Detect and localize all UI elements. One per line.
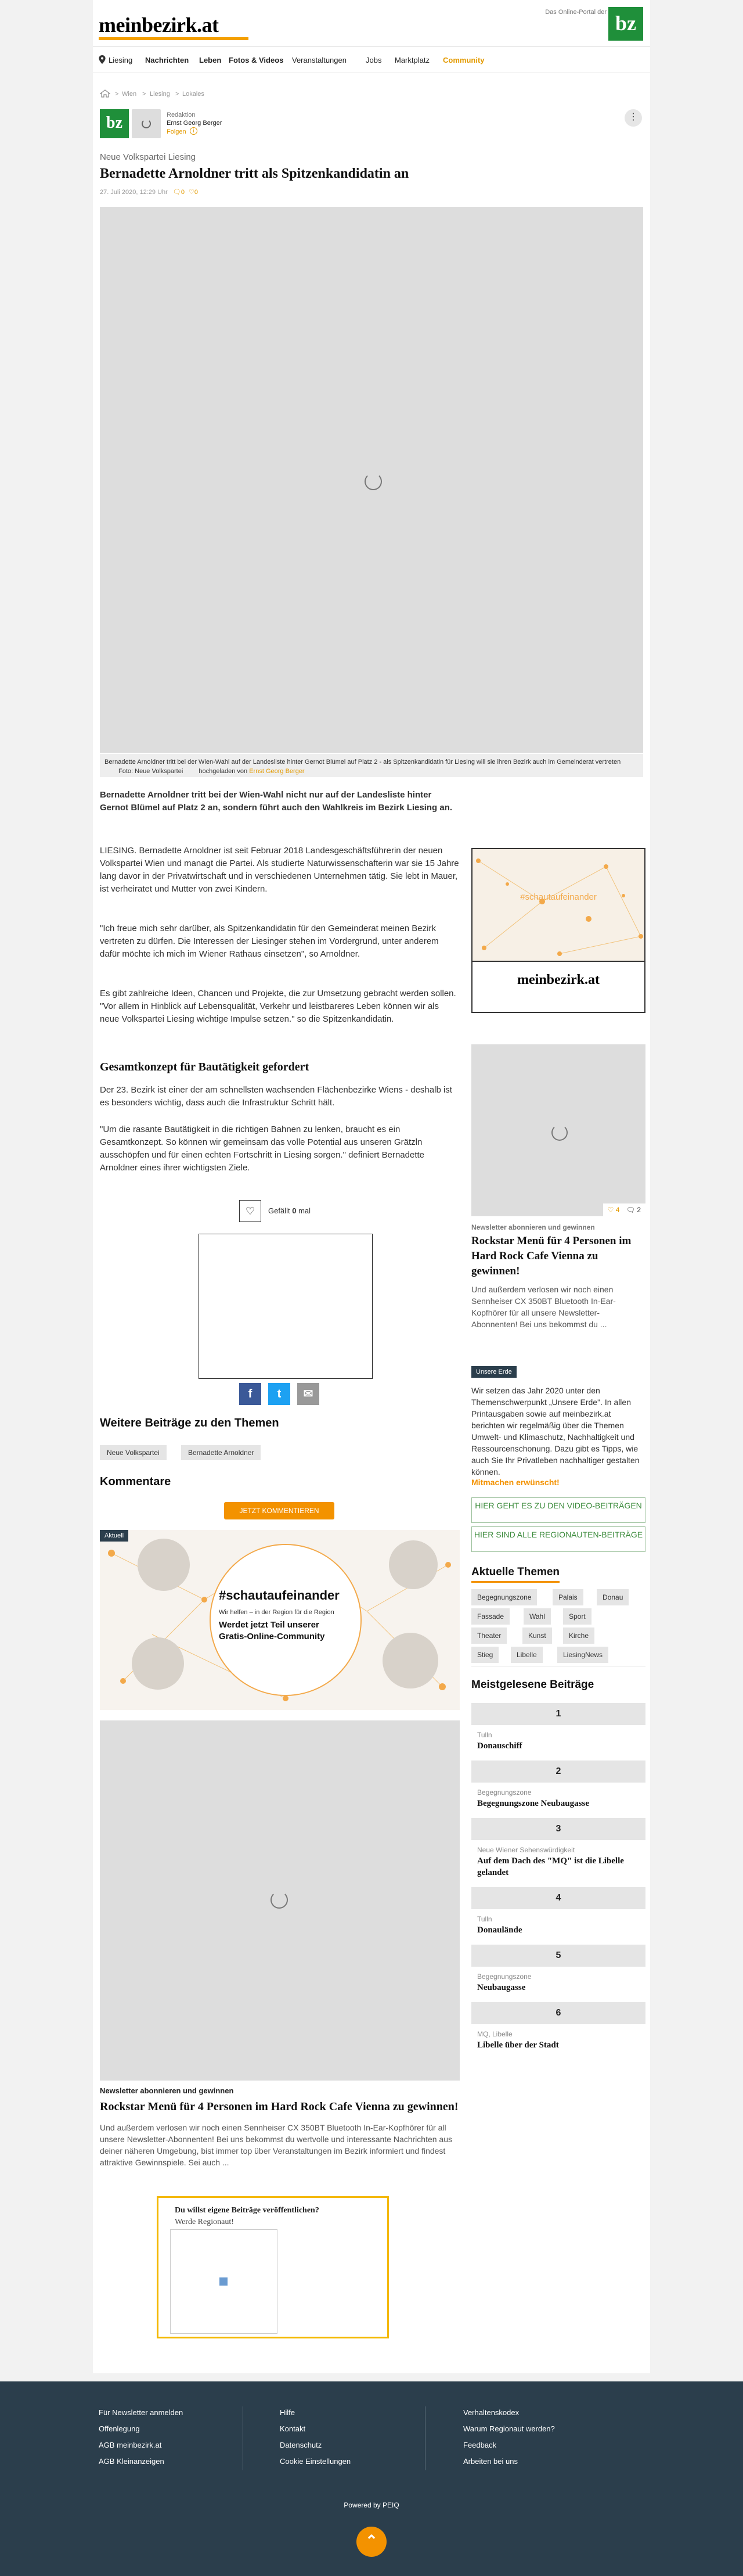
breadcrumb-liesing[interactable]: Liesing xyxy=(150,91,170,98)
footer-link[interactable]: Datenschutz xyxy=(280,2441,322,2449)
most-read-title[interactable]: Donauschiff xyxy=(477,1741,522,1751)
uploaded-label: hochgeladen von xyxy=(199,768,248,775)
logo-underline xyxy=(99,37,248,40)
article-paragraph: Es gibt zahlreiche Ideen, Chancen und Projekte, die zur Umsetzung gebracht werden sollen. "Vor allem in Hinblick auf Lebensqualität, Verkehr und leistbareres Leben können wir als neue Volkspartei Liesing wichtige Impulse setzen." so die Spitzenkandidatin. xyxy=(100,989,456,1024)
sidebar-newsletter[interactable] xyxy=(471,1223,645,1330)
like-count[interactable]: 0 xyxy=(194,189,199,196)
sidebar-nl-title[interactable]: Rockstar Menü für 4 Personen im Hard Rock Cafe Vienna zu gewinnen! xyxy=(471,1235,632,1277)
facebook-share-icon[interactable]: f xyxy=(239,1383,261,1405)
topic-pill[interactable]: Kunst xyxy=(522,1627,552,1644)
most-read-kicker: Begegnungszone xyxy=(477,1788,532,1797)
regionaut-image xyxy=(170,2229,277,2334)
sidebar-ad[interactable] xyxy=(471,848,645,1013)
footer-link[interactable]: Arbeiten bei uns xyxy=(463,2457,518,2466)
most-read-kicker: Tulln xyxy=(477,1915,492,1923)
comment-now-button[interactable]: JETZT KOMMENTIEREN xyxy=(224,1502,334,1519)
topic-pill[interactable]: Fassade xyxy=(471,1608,510,1625)
footer-link[interactable]: Offenlegung xyxy=(99,2424,140,2433)
nav-item-community[interactable]: Community xyxy=(443,56,485,64)
banner-line3: Gratis-Online-Community xyxy=(219,1632,325,1641)
article-subheading: Gesamtkonzept für Bautätigkeit gefordert xyxy=(100,1061,309,1073)
rank-number: 6 xyxy=(471,2002,645,2024)
heart-icon: ♡ xyxy=(607,1206,614,1214)
comment-count-icon[interactable]: 🗨 xyxy=(172,189,181,196)
article-title: Bernadette Arnoldner tritt als Spitzenkandidatin an xyxy=(100,166,409,181)
footer-link[interactable]: Verhaltenskodex xyxy=(463,2408,520,2417)
publisher-avatar[interactable]: bz xyxy=(100,109,129,138)
header-tagline: Das Online-Portal der xyxy=(545,9,607,16)
most-read-title[interactable]: Begegnungszone Neubaugasse xyxy=(477,1799,589,1808)
rank-number: 4 xyxy=(471,1887,645,1909)
rank-number: 3 xyxy=(471,1818,645,1840)
footer-link[interactable]: Hilfe xyxy=(280,2408,295,2417)
loading-spinner-icon xyxy=(551,1124,568,1141)
most-read-title[interactable]: Donaulände xyxy=(477,1925,522,1935)
ad-logo: meinbezirk.at xyxy=(517,972,600,987)
article-paragraph: LIESING. Bernadette Arnoldner ist seit Februar 2018 Landesgeschäftsführerin der neuen Volkspartei Wien und managt die Partei. Als studierte Naturwissenschafterin war sie 15 Jahre lang davor in der Privatwirtschaft und in verschiedenen Unternehmen tätig. Sie lebt in Mauer, ist verheiratet und Mutter von zwei Kindern. xyxy=(100,846,459,894)
video-posts-button[interactable]: HIER GEHT ES ZU DEN VIDEO-BEITRÄGEN xyxy=(471,1497,645,1523)
author-avatar[interactable] xyxy=(132,109,161,138)
topic-tag[interactable]: Bernadette Arnoldner xyxy=(181,1445,261,1460)
teaser-likes: 4 xyxy=(615,1206,620,1214)
loading-spinner-icon xyxy=(142,119,151,128)
sidebar-teaser-image[interactable] xyxy=(471,1044,645,1216)
like-text xyxy=(268,1206,311,1215)
sidebar-nl-kicker: Newsletter abonnieren und gewinnen xyxy=(471,1223,595,1231)
uploader-link[interactable]: Ernst Georg Berger xyxy=(249,768,305,775)
hero-image[interactable] xyxy=(100,207,643,753)
broken-image-icon xyxy=(219,2277,228,2286)
banner-line1: Wir helfen – in der Region für die Region xyxy=(219,1609,334,1616)
sidebar-nl-text: Und außerdem verlosen wir noch einen Sennheiser CX 350BT Bluetooth In-Ear-Kopfhörer für all unsere Newsletter-Abonnenten! Bei uns bekommst du ... xyxy=(471,1285,616,1329)
most-read-heading: Meistgelesene Beiträge xyxy=(471,1679,594,1691)
nav-item-nachrichten[interactable]: Nachrichten xyxy=(145,56,189,64)
topic-pill[interactable]: Wahl xyxy=(524,1608,551,1625)
heart-icon: ♡ xyxy=(245,1205,255,1217)
banner-line2: Werdet jetzt Teil unserer xyxy=(219,1620,319,1630)
topic-pill[interactable]: LiesingNews xyxy=(557,1647,608,1663)
bz-logo[interactable]: bz xyxy=(608,7,643,41)
regionaut-box[interactable] xyxy=(157,2196,389,2338)
newsletter-title[interactable]: Rockstar Menü für 4 Personen im Hard Rock Cafe Vienna zu gewinnen! xyxy=(100,2100,459,2113)
ad-network-graphic xyxy=(473,849,644,961)
earth-link[interactable]: Mitmachen erwünscht! xyxy=(471,1478,560,1487)
like-count-icon[interactable]: ♡ xyxy=(189,189,194,196)
comment-count[interactable]: 0 xyxy=(181,189,185,196)
breadcrumb-sep: > xyxy=(175,91,179,98)
banner-hashtag: #schautaufeinander xyxy=(219,1588,340,1603)
info-icon[interactable]: i xyxy=(190,127,197,135)
article-date: 27. Juli 2020, 12:29 Uhr xyxy=(100,189,168,196)
community-banner[interactable] xyxy=(100,1530,460,1710)
most-read-kicker: Tulln xyxy=(477,1731,492,1739)
location-pin-icon xyxy=(99,55,106,64)
regionaut-subtitle: Werde Regionaut! xyxy=(175,2218,234,2226)
most-read-kicker: MQ, Libelle xyxy=(477,2030,513,2038)
most-read-kicker: Begegnungszone xyxy=(477,1973,532,1981)
author-name[interactable]: Ernst Georg Berger xyxy=(167,120,222,127)
topic-tag[interactable]: Neue Volkspartei xyxy=(100,1445,167,1460)
topic-pill[interactable]: Theater xyxy=(471,1627,507,1644)
photo-credit: Foto: Neue Volkspartei xyxy=(118,768,183,775)
scroll-to-top-icon[interactable]: ⌃ xyxy=(356,2527,387,2557)
nav-item-veranstaltungen[interactable]: Veranstaltungen xyxy=(292,56,347,64)
site-header xyxy=(93,0,650,46)
site-logo[interactable]: meinbezirk.at xyxy=(99,13,219,37)
main-content xyxy=(93,73,650,2373)
topic-pill[interactable]: Begegnungszone xyxy=(471,1589,537,1605)
earth-text: Wir setzen das Jahr 2020 unter den Themenschwerpunkt „Unsere Erde". In allen Printausgaben sowie auf meinbezirk.at berichten wir regelmäßig über die Themen Umwelt- und Klimaschutz, Nachhaltigkeit und Ressourcenschonung. Dazu gibt es Tipps, wie auch Sie Ihr Privatleben nachhaltiger gestalten können. xyxy=(471,1386,640,1476)
nav-item-liesing[interactable]: Liesing xyxy=(109,56,133,64)
like-button[interactable] xyxy=(239,1200,261,1222)
nav-item-fotos-videos[interactable]: Fotos & Videos xyxy=(229,56,284,64)
nav-item-leben[interactable]: Leben xyxy=(199,56,222,64)
earth-badge: Unsere Erde xyxy=(471,1366,517,1378)
article-paragraph: "Ich freue mich sehr darüber, als Spitzenkandidatin für den Gemeinderat meinen Bezirk vertreten zu dürfen. Die Interessen der Liesinger stehen im Vordergrund, unter anderem dafür möchte ich mich im Wiener Rathaus einsetzen", so Arnoldner. xyxy=(100,924,439,959)
follow-button[interactable]: Folgen xyxy=(167,128,186,135)
breadcrumb-sep: > xyxy=(115,91,119,98)
article-paragraph: Der 23. Bezirk ist einer der am schnellsten wachsenden Flächenbezirke Wiens - deshalb ist es besonders wichtig, dass auch die Infrastruktur Schritt hält. xyxy=(100,1085,452,1108)
comments-heading: Kommentare xyxy=(100,1475,171,1488)
newsletter-kicker: Newsletter abonnieren und gewinnen xyxy=(100,2086,234,2095)
loading-spinner-icon xyxy=(270,1891,288,1909)
teaser-comments: 2 xyxy=(637,1206,641,1214)
topic-pill[interactable]: Sport xyxy=(563,1608,591,1625)
ad-divider xyxy=(473,961,644,962)
email-share-icon[interactable]: ✉ xyxy=(297,1383,319,1405)
footer-link[interactable]: Cookie Einstellungen xyxy=(280,2457,351,2466)
topic-pill[interactable]: Kirche xyxy=(563,1627,594,1644)
like-total: 0 xyxy=(292,1206,297,1215)
topic-pill[interactable]: Palais xyxy=(553,1589,583,1605)
most-read-title[interactable]: Auf dem Dach des "MQ" ist die Libelle gelandet xyxy=(477,1856,624,1877)
author-role: Redaktion xyxy=(167,112,196,118)
topic-pill[interactable]: Libelle xyxy=(511,1647,543,1663)
image-caption xyxy=(100,754,643,777)
footer-link[interactable]: Warum Regionaut werden? xyxy=(463,2424,555,2433)
embedded-widget[interactable] xyxy=(199,1234,373,1379)
banner-badge: Aktuell xyxy=(100,1530,128,1542)
current-topics-heading: Aktuelle Themen xyxy=(471,1566,560,1583)
most-read-kicker: Neue Wiener Sehenswürdigkeit xyxy=(477,1846,575,1854)
article-paragraph: "Um die rasante Bautätigkeit in die richtigen Bahnen zu lenken, braucht es ein Gesamtkonzept. So können wir gemeinsam das volle Potential aus unseren Grätzln ausschöpfen und für einen echten Fortschritt in Liesing sorgen." definiert Bernadette Arnoldner eines ihrer wichtigsten Ziele. xyxy=(100,1124,424,1173)
powered-by[interactable]: Powered by PEIQ xyxy=(344,2501,399,2509)
main-nav xyxy=(93,46,650,73)
breadcrumb-wien[interactable]: Wien xyxy=(122,91,137,98)
footer-link[interactable]: AGB Kleinanzeigen xyxy=(99,2457,164,2466)
rank-number: 2 xyxy=(471,1761,645,1783)
caption-text: Bernadette Arnoldner tritt bei der Wien-Wahl auf der Landesliste hinter Gernot Blümel auf Platz 2 - als Spitzenkandidatin für Liesing will sie ihren Bezirk auch im Gemeinderat vertreten xyxy=(104,759,621,766)
rank-number: 1 xyxy=(471,1703,645,1725)
regionaut-posts-button[interactable]: HIER SIND ALLE REGIONAUTEN-BEITRÄGE xyxy=(471,1526,645,1552)
home-icon[interactable] xyxy=(100,89,110,98)
article-lead: Bernadette Arnoldner tritt bei der Wien-Wahl nicht nur auf der Landesliste hinter Gernot Blümel auf Platz 2 an, sondern führt auch den Wahlkreis im Bezirk Liesing an. xyxy=(100,790,453,813)
like-pre: Gefällt xyxy=(268,1206,290,1215)
teaser-image[interactable] xyxy=(100,1720,460,2081)
newsletter-teaser[interactable] xyxy=(100,2086,460,2168)
footer-link[interactable]: Feedback xyxy=(463,2441,497,2449)
most-read-title[interactable]: Libelle über der Stadt xyxy=(477,2040,559,2050)
ad-hashtag: #schautaufeinander xyxy=(520,892,597,902)
twitter-share-icon[interactable]: t xyxy=(268,1383,290,1405)
rank-number: 5 xyxy=(471,1945,645,1967)
footer-link[interactable]: Kontakt xyxy=(280,2424,306,2433)
topic-pill[interactable]: Donau xyxy=(597,1589,629,1605)
loading-spinner-icon xyxy=(365,473,382,490)
topics-heading: Weitere Beiträge zu den Themen xyxy=(100,1417,279,1429)
topic-pill[interactable]: Stieg xyxy=(471,1647,499,1663)
comment-icon: 🗨 xyxy=(626,1206,635,1214)
footer-link[interactable]: Für Newsletter anmelden xyxy=(99,2408,183,2417)
article-kicker: Neue Volkspartei Liesing xyxy=(100,152,196,162)
breadcrumb-lokales[interactable]: Lokales xyxy=(182,91,204,98)
nav-item-jobs[interactable]: Jobs xyxy=(366,56,382,64)
like-post: mal xyxy=(298,1206,311,1215)
teaser-stats xyxy=(603,1203,645,1216)
footer-link[interactable]: AGB meinbezirk.at xyxy=(99,2441,162,2449)
article-meta xyxy=(100,188,198,196)
author-box xyxy=(100,109,669,138)
nav-item-marktplatz[interactable]: Marktplatz xyxy=(395,56,430,64)
more-options-icon[interactable]: ⋮ xyxy=(625,109,642,127)
most-read-title[interactable]: Neubaugasse xyxy=(477,1983,526,1992)
regionaut-title: Du willst eigene Beiträge veröffentlichen? xyxy=(175,2206,319,2215)
breadcrumb-sep: > xyxy=(142,91,146,98)
newsletter-text: Und außerdem verlosen wir noch einen Sennheiser CX 350BT Bluetooth In-Ear-Kopfhörer für all unsere Newsletter-Abonnenten! Bei uns bekommst du wertvolle und interessante Nachrichten aus deiner näheren Umgebung, bist immer top über Veranstaltungen im Bezirk informiert und findest attraktive Gewinnspiele. Sei auch ... xyxy=(100,2123,452,2167)
